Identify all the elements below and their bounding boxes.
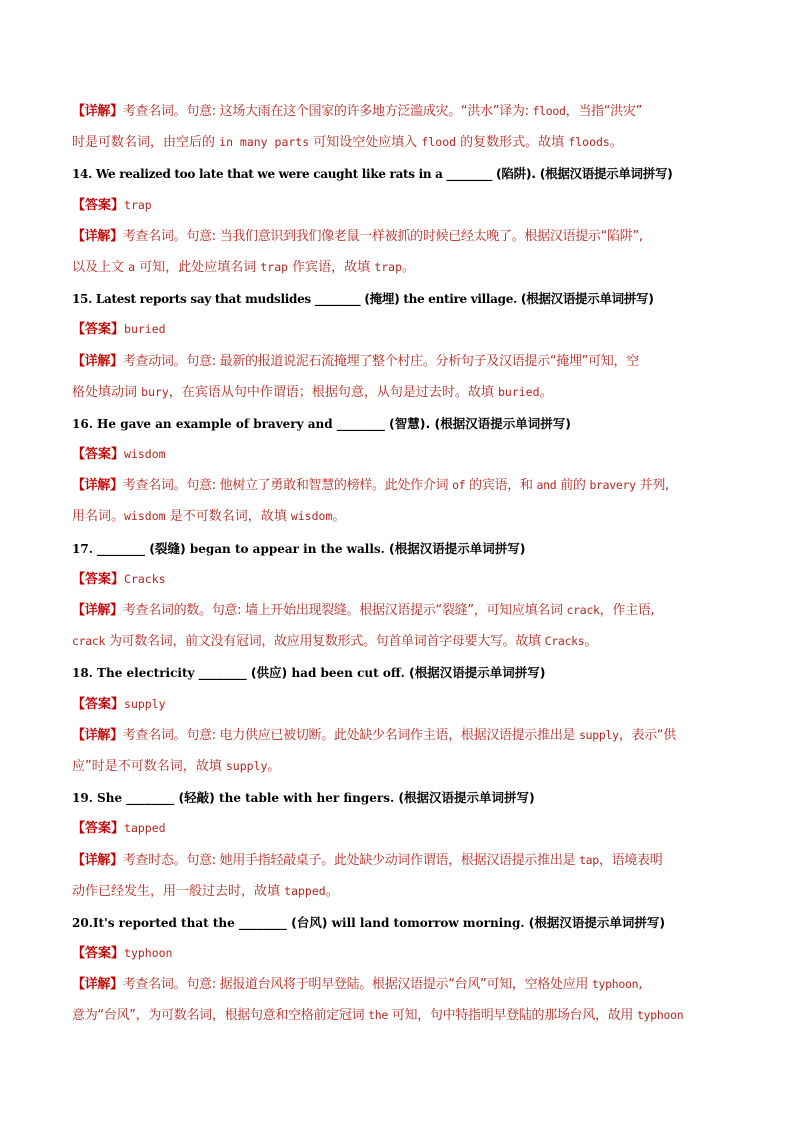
answer-tag: 【答案】 xyxy=(72,197,125,213)
detail-15-line-1 xyxy=(72,346,724,377)
detail-13-line-2 xyxy=(72,127,724,158)
answer-text: buried xyxy=(124,322,166,337)
answer-14 xyxy=(72,190,724,221)
detail-text: 。 xyxy=(267,758,281,774)
detail-tag: 【详解】 xyxy=(72,977,123,993)
answer-19 xyxy=(72,813,724,844)
question-hint: (供应) xyxy=(250,665,288,681)
question-text: 19. She ________ xyxy=(72,791,179,806)
detail-term: bravery xyxy=(589,478,636,493)
detail-tag: 【详解】 xyxy=(72,478,123,494)
detail-text: 。 xyxy=(584,634,598,650)
question-text: 18. The electricity ________ xyxy=(72,666,251,681)
detail-term: crack xyxy=(566,603,600,617)
question-text: the table with her fingers. xyxy=(214,791,399,806)
detail-16-line-1 xyxy=(72,470,724,501)
question-text: had been cut off. xyxy=(287,666,410,681)
detail-text: 的宾语，和 xyxy=(465,478,537,494)
document-page xyxy=(72,96,724,1032)
question-hint: (掩埋) xyxy=(364,291,400,307)
detail-term: tap xyxy=(579,852,599,867)
detail-term: flood xyxy=(532,104,566,118)
answer-tag: 【答案】 xyxy=(72,696,125,712)
question-16 xyxy=(72,408,724,439)
answer-tag: 【答案】 xyxy=(72,946,125,962)
detail-term: of xyxy=(452,478,466,493)
detail-term: and xyxy=(536,478,557,493)
detail-term: supply xyxy=(225,758,268,773)
question-14 xyxy=(72,158,724,189)
answer-tag: 【答案】 xyxy=(72,821,125,837)
question-text: 15. Latest reports say that mudslides ________ xyxy=(72,292,365,307)
detail-term: typhoon xyxy=(636,1008,684,1023)
detail-text: 可知，此处应填名词 xyxy=(135,259,261,275)
answer-tag: 【答案】 xyxy=(72,447,125,463)
detail-term: tapped xyxy=(284,883,326,898)
detail-text: 考查动词。句意: 最新的报道说泥石流掩埋了整个村庄。分析句子及汉语提示“掩埋”可知，空 xyxy=(122,353,639,369)
question-instruction: (根据汉语提示单词拼写) xyxy=(520,291,654,307)
detail-14-line-2 xyxy=(72,252,724,283)
detail-term: the xyxy=(368,1008,388,1023)
detail-term: wisdom xyxy=(124,509,166,524)
detail-text: 格处填动词 xyxy=(72,384,142,400)
question-instruction: (根据汉语提示单词拼写) xyxy=(398,790,535,806)
detail-18-line-1 xyxy=(72,720,724,751)
detail-text: 。 xyxy=(325,883,339,899)
answer-15 xyxy=(72,314,724,345)
question-text: 14. We realized too late that we were caught like rats in a ________ xyxy=(72,167,497,182)
question-17 xyxy=(72,533,724,564)
answer-text: wisdom xyxy=(124,447,166,462)
detail-text: 可知设空处应填入 xyxy=(309,135,422,151)
detail-term: typhoon xyxy=(591,977,639,992)
detail-tag: 【详解】 xyxy=(72,228,123,244)
answer-17 xyxy=(72,564,724,595)
detail-text: ，作主语, xyxy=(599,603,655,618)
detail-text: 考查名词的数。句意: 墙上开始出现裂缝。根据汉语提示“裂缝”，可知应填名词 xyxy=(122,603,567,618)
question-text: will land tomorrow morning. xyxy=(327,915,529,930)
detail-term: supply xyxy=(579,727,619,742)
detail-text: 考查名词。句意: 当我们意识到我们像老鼠一样被抓的时候已经太晚了。根据汉语提示“陷阱”, xyxy=(122,228,643,244)
detail-16-line-2 xyxy=(72,501,724,532)
detail-text: 的复数形式。故填 xyxy=(456,135,569,151)
detail-text: 。 xyxy=(402,259,416,275)
answer-text: trap xyxy=(124,197,152,212)
question-text: 17. ________ xyxy=(72,541,150,556)
detail-tag: 【详解】 xyxy=(72,727,123,743)
detail-text: 动作已经发生，用一般过去时，故填 xyxy=(72,883,285,899)
detail-20-line-1 xyxy=(72,969,724,1000)
detail-term: a xyxy=(128,259,136,274)
detail-17-line-2 xyxy=(72,626,724,657)
question-15 xyxy=(72,283,724,314)
question-instruction: (根据汉语提示单词拼写) xyxy=(528,914,666,930)
question-hint: (轻敲) xyxy=(178,790,215,806)
answer-tag: 【答案】 xyxy=(72,322,125,338)
detail-term: Cracks xyxy=(544,634,585,649)
answer-text: typhoon xyxy=(124,946,173,961)
detail-text: 用名词。 xyxy=(72,509,125,525)
detail-15-line-2 xyxy=(72,377,724,408)
question-text: began to appear in the walls. xyxy=(185,541,390,556)
answer-tag: 【答案】 xyxy=(72,571,125,587)
detail-text: 考查名词。句意: 电力供应已被切断。此处缺少名词作主语，根据汉语提示推出是 xyxy=(122,727,580,743)
detail-term: floods xyxy=(568,135,610,150)
question-text: 16. He gave an example of bravery and ________ xyxy=(72,416,390,431)
detail-tag: 【详解】 xyxy=(72,353,123,369)
detail-text: 应”时是不可数名词，故填 xyxy=(72,758,226,774)
detail-text: 。 xyxy=(539,384,553,400)
detail-17-line-1 xyxy=(72,595,724,626)
detail-text: ，在宾语从句中作谓语；根据句意，从句是过去时。故填 xyxy=(168,384,498,400)
answer-20 xyxy=(72,938,724,969)
detail-text: 考查名词。句意: 他树立了勇敢和智慧的榜样。此处作介词 xyxy=(122,478,453,494)
detail-term: trap xyxy=(260,259,289,274)
question-18 xyxy=(72,657,724,688)
detail-text: 为可数名词，前文没有冠词，故应用复数形式。句首单词首字母要大写。故填 xyxy=(105,634,545,650)
question-hint: (台风) xyxy=(291,914,328,930)
detail-text: ，当指“洪灾” xyxy=(565,104,643,119)
detail-text: 前的 xyxy=(556,478,590,494)
detail-text: 可知，句中特指明早登陆的那场台风，故用 xyxy=(387,1008,637,1024)
detail-term: wisdom xyxy=(290,509,333,524)
detail-term: bury xyxy=(141,384,169,399)
answer-text: tapped xyxy=(124,821,166,836)
detail-text: 考查名词。句意: 这场大雨在这个国家的许多地方泛滥成灾。“洪水”译为: xyxy=(122,104,533,119)
detail-text: ，语境表明 xyxy=(598,852,663,868)
detail-text: 时是可数名词，由空后的 xyxy=(72,135,220,151)
answer-text: supply xyxy=(124,696,166,711)
detail-text: 考查时态。句意: 她用手指轻敲桌子。此处缺少动词作谓语，根据汉语提示推出是 xyxy=(122,852,580,868)
detail-text: 。 xyxy=(332,509,346,525)
detail-20-line-2 xyxy=(72,1000,724,1031)
question-hint: (陷阱). (根据汉语提示单词拼写) xyxy=(496,166,673,182)
detail-tag: 【详解】 xyxy=(72,104,123,119)
detail-text: 考查名词。句意: 据报道台风将于明早登陆。根据汉语提示“台风”可知，空格处应用 xyxy=(122,977,592,993)
detail-term: buried xyxy=(497,384,540,399)
answer-text: Cracks xyxy=(124,571,166,586)
question-text: 20.It's reported that the ________ xyxy=(72,915,292,930)
question-text: the entire village. xyxy=(399,292,521,307)
detail-text: 意为“台风”，为可数名词，根据句意和空格前定冠词 xyxy=(72,1008,369,1024)
detail-19-line-1 xyxy=(72,845,724,876)
detail-13-line-1 xyxy=(72,96,724,127)
detail-term: crack xyxy=(72,634,106,649)
question-19 xyxy=(72,782,724,813)
detail-14-line-1 xyxy=(72,221,724,252)
detail-18-line-2 xyxy=(72,751,724,782)
detail-tag: 【详解】 xyxy=(72,603,123,618)
detail-text: 以及上文 xyxy=(72,259,129,275)
detail-tag: 【详解】 xyxy=(72,852,123,868)
question-instruction: (根据汉语提示单词拼写) xyxy=(409,665,546,681)
question-20 xyxy=(72,907,724,938)
detail-text: , xyxy=(638,977,643,993)
detail-text: 并列, xyxy=(635,478,669,494)
question-hint: (智慧). (根据汉语提示单词拼写) xyxy=(389,415,571,431)
question-instruction: (根据汉语提示单词拼写) xyxy=(389,540,526,556)
answer-18 xyxy=(72,689,724,720)
detail-text: 作宾语，故填 xyxy=(288,259,375,275)
answer-16 xyxy=(72,439,724,470)
detail-text: 是不可数名词，故填 xyxy=(165,509,291,525)
detail-19-line-2 xyxy=(72,876,724,907)
detail-term: in many parts xyxy=(219,135,310,150)
detail-term: trap xyxy=(374,259,403,274)
detail-term: flood xyxy=(421,135,457,150)
detail-text: ，表示“供 xyxy=(618,727,677,743)
detail-text: 。 xyxy=(609,135,623,151)
question-hint: (裂缝) xyxy=(149,540,186,556)
